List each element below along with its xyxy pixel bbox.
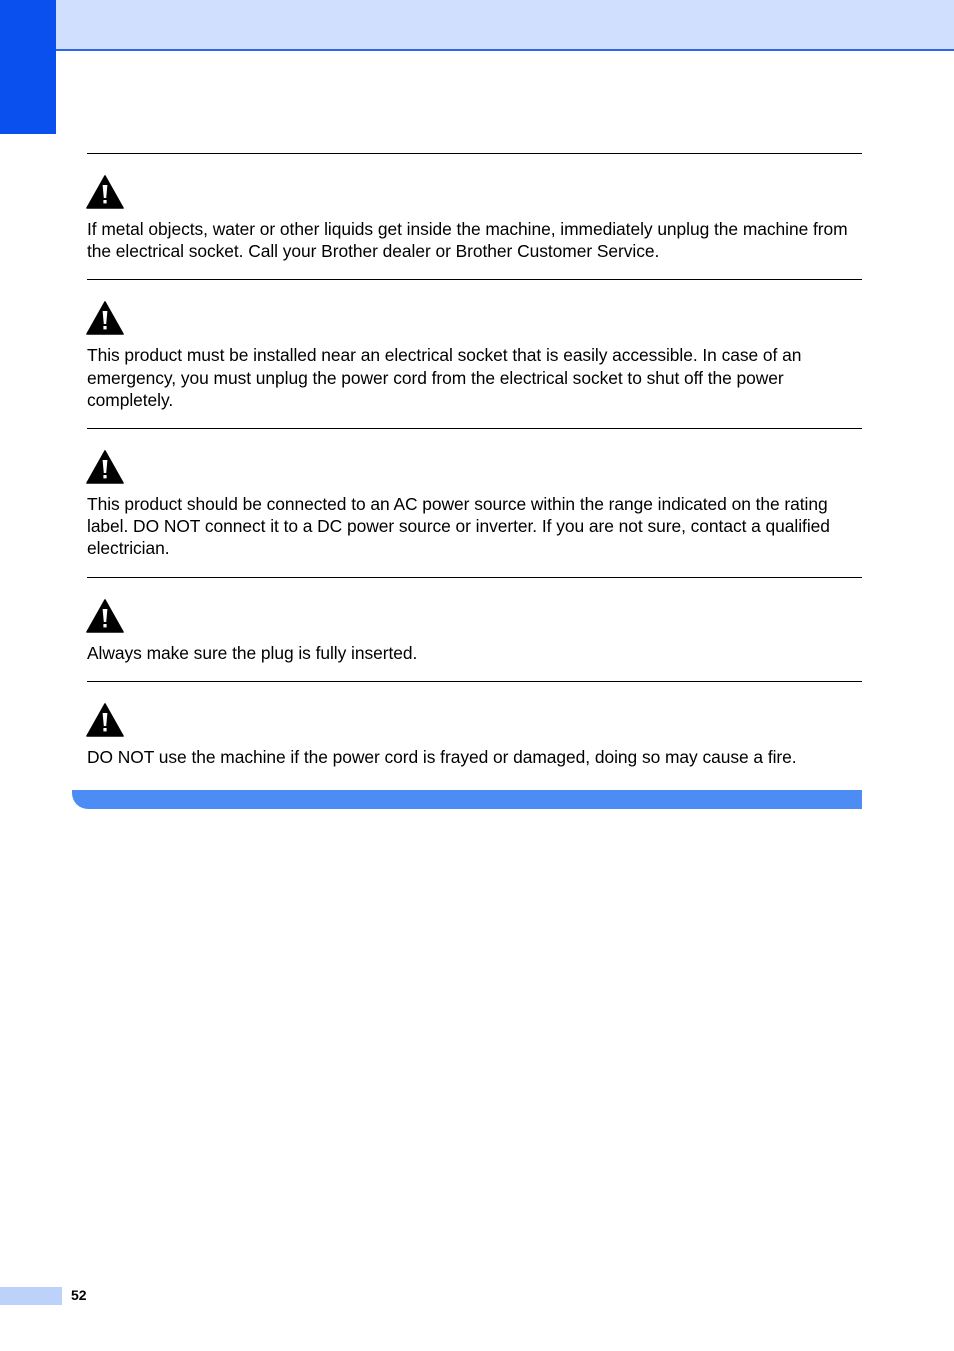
warning-text: This product should be connected to an AC power source within the range indicated on the rating label. DO NOT connect it to a DC power source or inverter. If you are not sure, contact a qualified electrician.: [87, 494, 830, 559]
warning-text: If metal objects, water or other liquids get inside the machine, immediately unplug the machine from the electrical socket. Call your Brother dealer or Brother Customer Service.: [87, 219, 848, 262]
page-tab: [0, 1287, 62, 1305]
warning-icon: [86, 175, 124, 209]
chapter-tab: [0, 0, 56, 134]
warning-item: [87, 153, 862, 279]
warning-item: [87, 577, 862, 681]
warning-section-end-bar: [72, 790, 862, 809]
warning-text: This product must be installed near an electrical socket that is easily accessible. In case of an emergency, you must unplug the power cord from the electrical socket to shut off the power completely.: [87, 345, 802, 410]
header-band: [56, 0, 954, 51]
warning-item: [87, 681, 862, 785]
warning-list: [87, 153, 862, 785]
warning-text: Always make sure the plug is fully inserted.: [87, 642, 418, 663]
warning-icon: [86, 703, 124, 737]
warning-icon: [86, 599, 124, 633]
warning-text: DO NOT use the machine if the power cord is frayed or damaged, doing so may cause a fire.: [87, 746, 797, 767]
page-number: 52: [71, 1287, 87, 1303]
warning-icon: [86, 450, 124, 484]
warning-icon: [86, 301, 124, 335]
warning-item: [87, 428, 862, 577]
warning-item: [87, 279, 862, 428]
